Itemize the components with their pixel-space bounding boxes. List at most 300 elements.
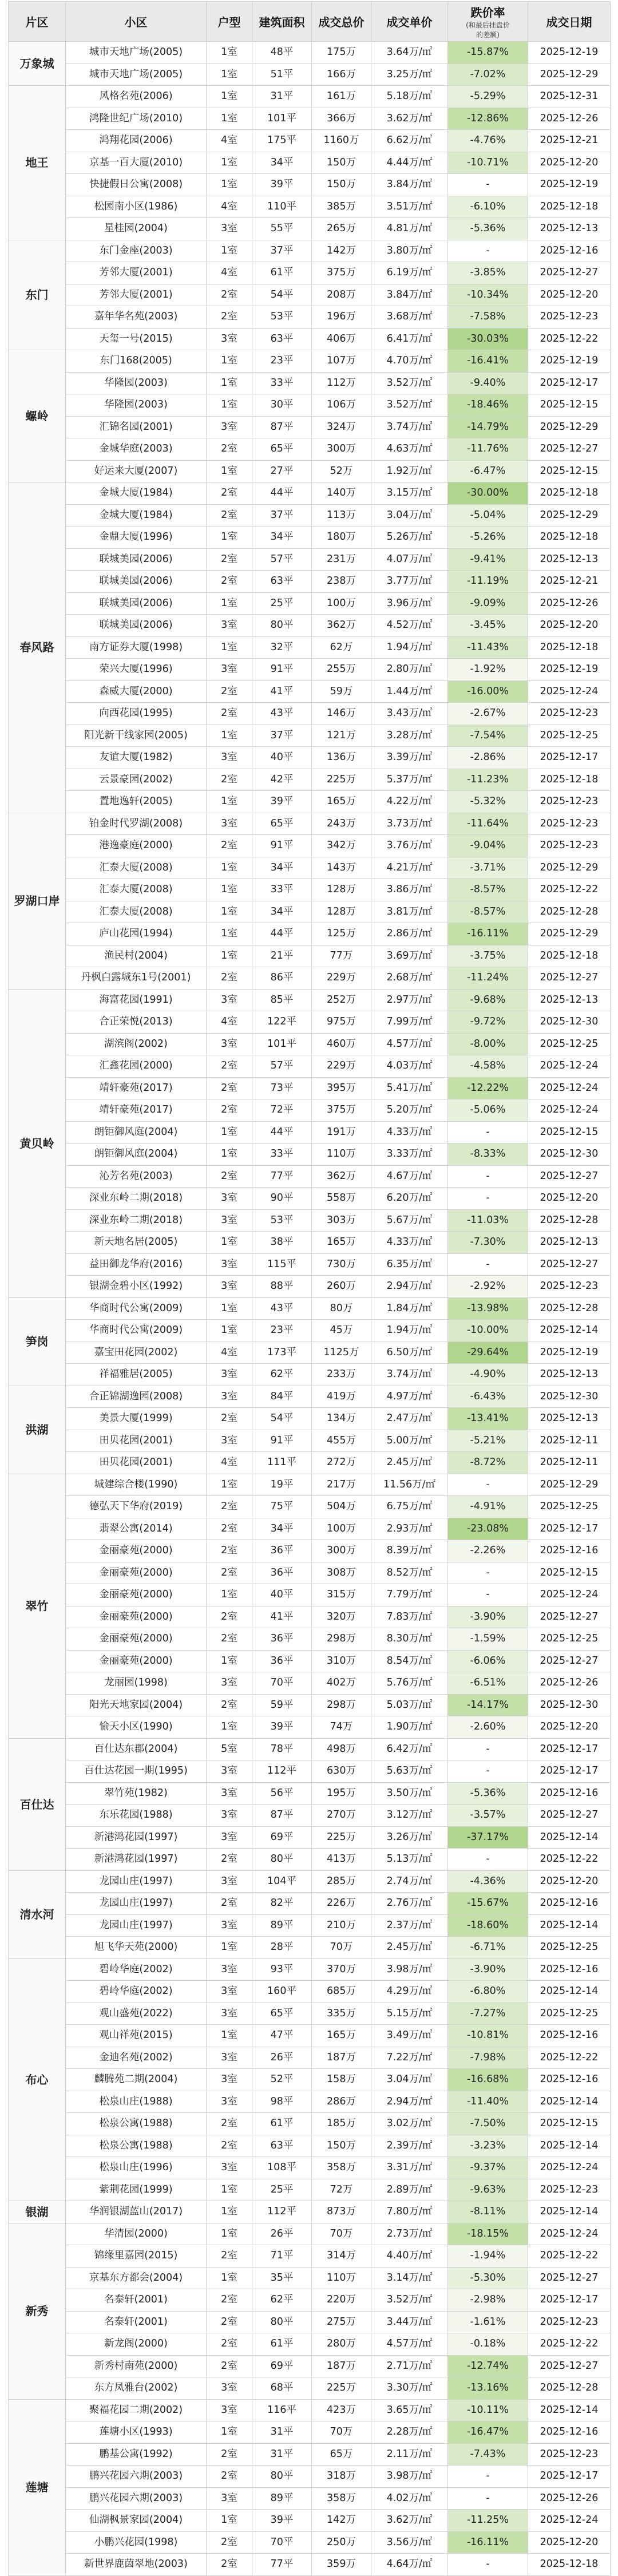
table-row	[9, 1320, 611, 1342]
table-row	[9, 1518, 611, 1540]
cell-price-drop-rate: -6.06%	[448, 1650, 528, 1672]
cell-area: 160平	[252, 1981, 312, 2003]
cell-price-drop-rate: -7.54%	[448, 725, 528, 747]
cell-district: 翠竹	[9, 1474, 66, 1738]
cell-price-drop-rate: -37.17%	[448, 1826, 528, 1849]
cell-community: 城市天地广场(2005)	[66, 64, 207, 86]
cell-deal-date: 2025-12-16	[528, 1540, 611, 1562]
header-rate-note-2: 的差额)	[476, 31, 500, 39]
cell-layout: 2室	[207, 1628, 252, 1651]
cell-area: 32平	[252, 636, 312, 659]
cell-community: 嘉宝田花园(2002)	[66, 1342, 207, 1364]
table-row	[9, 130, 611, 152]
cell-layout: 2室	[207, 2113, 252, 2135]
cell-deal-date: 2025-12-26	[528, 1672, 611, 1695]
cell-total-price: 100万	[312, 1518, 371, 1540]
cell-unit-price: 2.93万/㎡	[371, 1518, 448, 1540]
cell-community: 金城大厦(1984)	[66, 482, 207, 505]
cell-district: 清水河	[9, 1870, 66, 1958]
cell-total-price: 125万	[312, 923, 371, 945]
cell-community: 靖轩豪苑(2017)	[66, 1099, 207, 1122]
cell-area: 34平	[252, 1518, 312, 1540]
cell-area: 25平	[252, 2179, 312, 2201]
cell-unit-price: 4.33万/㎡	[371, 1232, 448, 1254]
cell-deal-date: 2025-12-14	[528, 1914, 611, 1937]
cell-total-price: 362万	[312, 1165, 371, 1188]
cell-unit-price: 3.73万/㎡	[371, 813, 448, 835]
cell-total-price: 229万	[312, 967, 371, 990]
cell-area: 89平	[252, 2487, 312, 2510]
cell-district: 螺岭	[9, 350, 66, 482]
cell-layout: 1室	[207, 350, 252, 373]
cell-area: 71平	[252, 2245, 312, 2268]
cell-unit-price: 3.80万/㎡	[371, 240, 448, 262]
cell-community: 京基一百大厦(2010)	[66, 152, 207, 174]
cell-unit-price: 5.41万/㎡	[371, 1077, 448, 1099]
cell-unit-price: 3.15万/㎡	[371, 482, 448, 505]
cell-layout: 3室	[207, 1209, 252, 1232]
cell-layout: 3室	[207, 1253, 252, 1276]
cell-deal-date: 2025-12-20	[528, 284, 611, 306]
cell-area: 91平	[252, 1430, 312, 1452]
cell-community: 庐山花园(1994)	[66, 923, 207, 945]
cell-price-drop-rate: -10.11%	[448, 2399, 528, 2421]
table-row	[9, 504, 611, 527]
cell-unit-price: 5.18万/㎡	[371, 86, 448, 108]
cell-area: 175平	[252, 130, 312, 152]
cell-total-price: 460万	[312, 1033, 371, 1055]
cell-community: 金丽豪苑(2000)	[66, 1650, 207, 1672]
cell-layout: 3室	[207, 1386, 252, 1408]
cell-unit-price: 8.39万/㎡	[371, 1540, 448, 1562]
table-row	[9, 2554, 611, 2576]
cell-deal-date: 2025-12-20	[528, 1870, 611, 1893]
cell-community: 紫荆花园(1999)	[66, 2179, 207, 2201]
cell-total-price: 406万	[312, 328, 371, 350]
cell-total-price: 175万	[312, 42, 371, 64]
table-row	[9, 1253, 611, 1276]
cell-total-price: 375万	[312, 262, 371, 284]
cell-price-drop-rate: -11.24%	[448, 967, 528, 990]
cell-layout: 2室	[207, 2531, 252, 2554]
cell-layout: 2室	[207, 284, 252, 306]
table-row	[9, 1297, 611, 1320]
cell-total-price: 385万	[312, 196, 371, 218]
table-row	[9, 769, 611, 791]
cell-price-drop-rate: -	[448, 240, 528, 262]
cell-layout: 3室	[207, 1364, 252, 1386]
cell-total-price: 165万	[312, 1232, 371, 1254]
cell-area: 115平	[252, 1253, 312, 1276]
cell-deal-date: 2025-12-19	[528, 1342, 611, 1364]
table-row	[9, 2443, 611, 2466]
cell-layout: 3室	[207, 1782, 252, 1805]
table-row	[9, 1121, 611, 1143]
cell-unit-price: 4.63万/㎡	[371, 438, 448, 461]
cell-layout: 3室	[207, 1188, 252, 1210]
cell-total-price: 70万	[312, 1937, 371, 1959]
cell-area: 39平	[252, 791, 312, 813]
cell-community: 靖轩豪苑(2017)	[66, 1077, 207, 1099]
cell-price-drop-rate: -5.32%	[448, 791, 528, 813]
table-row	[9, 1143, 611, 1166]
cell-community: 置地逸轩(2005)	[66, 791, 207, 813]
cell-area: 34平	[252, 527, 312, 549]
table-row	[9, 482, 611, 505]
cell-deal-date: 2025-12-25	[528, 1496, 611, 1518]
cell-area: 31平	[252, 2421, 312, 2444]
cell-area: 57平	[252, 1055, 312, 1078]
cell-unit-price: 7.83万/㎡	[371, 1606, 448, 1628]
cell-unit-price: 3.51万/㎡	[371, 196, 448, 218]
cell-total-price: 113万	[312, 504, 371, 527]
cell-price-drop-rate: -	[448, 2466, 528, 2488]
cell-layout: 3室	[207, 813, 252, 835]
cell-total-price: 70万	[312, 2223, 371, 2245]
cell-layout: 3室	[207, 2003, 252, 2025]
cell-area: 54平	[252, 284, 312, 306]
cell-unit-price: 3.62万/㎡	[371, 2510, 448, 2532]
cell-unit-price: 5.20万/㎡	[371, 1099, 448, 1122]
table-row	[9, 2179, 611, 2201]
cell-price-drop-rate: -4.91%	[448, 1496, 528, 1518]
cell-price-drop-rate: -10.34%	[448, 284, 528, 306]
table-row	[9, 857, 611, 879]
cell-layout: 3室	[207, 1826, 252, 1849]
cell-community: 阳光天地家园(2004)	[66, 1694, 207, 1716]
cell-layout: 1室	[207, 1584, 252, 1606]
cell-community: 金丽豪苑(2000)	[66, 1584, 207, 1606]
table-row	[9, 615, 611, 637]
cell-layout: 3室	[207, 2047, 252, 2069]
cell-deal-date: 2025-12-15	[528, 2113, 611, 2135]
cell-total-price: 134万	[312, 1408, 371, 1430]
cell-area: 34平	[252, 857, 312, 879]
cell-total-price: 630万	[312, 1760, 371, 1783]
cell-community: 锦缘里嘉园(2015)	[66, 2245, 207, 2268]
cell-total-price: 1125万	[312, 1342, 371, 1364]
cell-deal-date: 2025-12-17	[528, 747, 611, 769]
table-row	[9, 1826, 611, 1849]
cell-price-drop-rate: -10.81%	[448, 2025, 528, 2047]
cell-community: 翠竹苑(1982)	[66, 1782, 207, 1805]
cell-price-drop-rate: -11.43%	[448, 636, 528, 659]
cell-price-drop-rate: -	[448, 1253, 528, 1276]
cell-unit-price: 2.45万/㎡	[371, 1452, 448, 1474]
cell-price-drop-rate: -29.64%	[448, 1342, 528, 1364]
cell-area: 104平	[252, 1870, 312, 1893]
cell-total-price: 250万	[312, 2531, 371, 2554]
table-row	[9, 438, 611, 461]
header-layout: 户型	[207, 2, 252, 42]
cell-deal-date: 2025-12-20	[528, 1716, 611, 1739]
cell-total-price: 238万	[312, 571, 371, 593]
cell-price-drop-rate: -	[448, 1738, 528, 1760]
cell-layout: 2室	[207, 1408, 252, 1430]
cell-total-price: 375万	[312, 1099, 371, 1122]
table-row	[9, 1033, 611, 1055]
cell-price-drop-rate: -6.10%	[448, 196, 528, 218]
header-deal-date: 成交日期	[528, 2, 611, 42]
cell-district: 笋岗	[9, 1297, 66, 1386]
cell-total-price: 342万	[312, 835, 371, 857]
header-total-price: 成交总价	[312, 2, 371, 42]
table-row	[9, 1849, 611, 1871]
cell-unit-price: 2.28万/㎡	[371, 2421, 448, 2444]
cell-unit-price: 3.86万/㎡	[371, 879, 448, 901]
cell-unit-price: 8.52万/㎡	[371, 1562, 448, 1584]
cell-layout: 1室	[207, 1474, 252, 1496]
cell-total-price: 455万	[312, 1430, 371, 1452]
cell-deal-date: 2025-12-13	[528, 218, 611, 240]
cell-price-drop-rate: -11.25%	[448, 2510, 528, 2532]
cell-price-drop-rate: -2.67%	[448, 703, 528, 725]
cell-layout: 2室	[207, 482, 252, 505]
cell-community: 东方凤雅台(2002)	[66, 2377, 207, 2400]
cell-community: 金丽豪苑(2000)	[66, 1540, 207, 1562]
cell-layout: 1室	[207, 372, 252, 394]
cell-total-price: 366万	[312, 108, 371, 130]
cell-unit-price: 8.30万/㎡	[371, 1628, 448, 1651]
cell-deal-date: 2025-12-19	[528, 174, 611, 196]
cell-district: 银湖	[9, 2201, 66, 2223]
cell-price-drop-rate: -16.47%	[448, 2421, 528, 2444]
cell-layout: 2室	[207, 2355, 252, 2377]
cell-area: 101平	[252, 108, 312, 130]
cell-area: 108平	[252, 2157, 312, 2179]
cell-layout: 2室	[207, 2289, 252, 2312]
cell-community: 朗钜御风庭(2004)	[66, 1143, 207, 1166]
cell-price-drop-rate: -23.08%	[448, 1518, 528, 1540]
cell-deal-date: 2025-12-27	[528, 1805, 611, 1827]
table-row	[9, 2510, 611, 2532]
cell-layout: 2室	[207, 504, 252, 527]
cell-area: 51平	[252, 64, 312, 86]
cell-community: 合正荣悦(2013)	[66, 1011, 207, 1034]
cell-community: 翡翠公寓(2014)	[66, 1518, 207, 1540]
cell-area: 116平	[252, 2399, 312, 2421]
cell-total-price: 74万	[312, 1716, 371, 1739]
cell-price-drop-rate: -18.15%	[448, 2223, 528, 2245]
table-row	[9, 1188, 611, 1210]
cell-price-drop-rate: -4.76%	[448, 130, 528, 152]
cell-community: 鹏兴花园六期(2003)	[66, 2466, 207, 2488]
cell-deal-date: 2025-12-19	[528, 350, 611, 373]
cell-community: 金丽豪苑(2000)	[66, 1606, 207, 1628]
cell-unit-price: 1.92万/㎡	[371, 460, 448, 482]
cell-price-drop-rate: -5.29%	[448, 86, 528, 108]
cell-deal-date: 2025-12-23	[528, 306, 611, 329]
cell-deal-date: 2025-12-27	[528, 1253, 611, 1276]
cell-area: 41平	[252, 1606, 312, 1628]
cell-deal-date: 2025-12-30	[528, 1011, 611, 1034]
cell-community: 深业东岭二期(2018)	[66, 1188, 207, 1210]
cell-deal-date: 2025-12-25	[528, 1628, 611, 1651]
cell-deal-date: 2025-12-15	[528, 460, 611, 482]
cell-community: 碧岭华庭(2002)	[66, 1958, 207, 1981]
cell-total-price: 217万	[312, 1474, 371, 1496]
table-row	[9, 1055, 611, 1078]
cell-community: 观山盛苑(2022)	[66, 2003, 207, 2025]
cell-area: 75平	[252, 1496, 312, 1518]
cell-deal-date: 2025-12-11	[528, 1430, 611, 1452]
cell-deal-date: 2025-12-26	[528, 2487, 611, 2510]
cell-layout: 2室	[207, 2135, 252, 2157]
cell-community: 百仕达花园一期(1995)	[66, 1760, 207, 1783]
table-row	[9, 725, 611, 747]
cell-unit-price: 6.50万/㎡	[371, 1342, 448, 1364]
cell-area: 25平	[252, 592, 312, 615]
cell-unit-price: 1.84万/㎡	[371, 1297, 448, 1320]
cell-deal-date: 2025-12-20	[528, 2531, 611, 2554]
cell-community: 田贝花园(2001)	[66, 1452, 207, 1474]
cell-deal-date: 2025-12-30	[528, 1694, 611, 1716]
cell-deal-date: 2025-12-22	[528, 879, 611, 901]
cell-community: 松泉公寓(1988)	[66, 2135, 207, 2157]
cell-area: 112平	[252, 1760, 312, 1783]
cell-deal-date: 2025-12-24	[528, 2223, 611, 2245]
cell-unit-price: 2.11万/㎡	[371, 2443, 448, 2466]
cell-area: 34平	[252, 901, 312, 923]
cell-deal-date: 2025-12-24	[528, 2510, 611, 2532]
cell-price-drop-rate: -7.02%	[448, 64, 528, 86]
cell-total-price: 314万	[312, 2245, 371, 2268]
table-row	[9, 284, 611, 306]
cell-unit-price: 4.40万/㎡	[371, 2245, 448, 2268]
cell-community: 森威大厦(2000)	[66, 680, 207, 703]
cell-area: 39平	[252, 174, 312, 196]
cell-deal-date: 2025-12-17	[528, 2289, 611, 2312]
cell-price-drop-rate: -12.86%	[448, 108, 528, 130]
cell-community: 快捷假日公寓(2008)	[66, 174, 207, 196]
cell-deal-date: 2025-12-26	[528, 108, 611, 130]
cell-area: 69平	[252, 2355, 312, 2377]
cell-area: 33平	[252, 372, 312, 394]
cell-unit-price: 7.99万/㎡	[371, 1011, 448, 1034]
table-row	[9, 174, 611, 196]
cell-total-price: 77万	[312, 945, 371, 967]
cell-total-price: 318万	[312, 2466, 371, 2488]
cell-area: 55平	[252, 218, 312, 240]
table-row	[9, 1937, 611, 1959]
table-row	[9, 2333, 611, 2356]
cell-price-drop-rate: -30.00%	[448, 482, 528, 505]
table-row	[9, 1430, 611, 1452]
cell-unit-price: 6.35万/㎡	[371, 1253, 448, 1276]
cell-unit-price: 4.07万/㎡	[371, 548, 448, 571]
cell-area: 33平	[252, 1143, 312, 1166]
cell-area: 77平	[252, 2554, 312, 2576]
cell-area: 77平	[252, 1165, 312, 1188]
cell-community: 金城大厦(1984)	[66, 504, 207, 527]
cell-area: 53平	[252, 1209, 312, 1232]
cell-community: 金丽豪苑(2000)	[66, 1628, 207, 1651]
cell-area: 47平	[252, 2025, 312, 2047]
table-row	[9, 2421, 611, 2444]
cell-layout: 1室	[207, 2025, 252, 2047]
table-row	[9, 1562, 611, 1584]
cell-community: 联城美园(2006)	[66, 548, 207, 571]
cell-total-price: 1160万	[312, 130, 371, 152]
cell-deal-date: 2025-12-22	[528, 2047, 611, 2069]
table-row	[9, 548, 611, 571]
cell-total-price: 150万	[312, 152, 371, 174]
cell-total-price: 226万	[312, 1893, 371, 1915]
cell-layout: 1室	[207, 174, 252, 196]
cell-unit-price: 4.44万/㎡	[371, 152, 448, 174]
cell-community: 金丽豪苑(2000)	[66, 1562, 207, 1584]
cell-unit-price: 3.52万/㎡	[371, 394, 448, 417]
cell-unit-price: 2.68万/㎡	[371, 967, 448, 990]
cell-price-drop-rate: -5.36%	[448, 1782, 528, 1805]
cell-price-drop-rate: -3.85%	[448, 262, 528, 284]
cell-price-drop-rate: -5.36%	[448, 218, 528, 240]
cell-community: 龙园山庄(1997)	[66, 1914, 207, 1937]
cell-total-price: 110万	[312, 1143, 371, 1166]
cell-deal-date: 2025-12-14	[528, 2201, 611, 2223]
cell-total-price: 187万	[312, 2047, 371, 2069]
cell-total-price: 685万	[312, 1981, 371, 2003]
table-row	[9, 416, 611, 438]
cell-price-drop-rate: -7.43%	[448, 2443, 528, 2466]
cell-price-drop-rate: -7.98%	[448, 2047, 528, 2069]
cell-unit-price: 3.52万/㎡	[371, 2289, 448, 2312]
cell-deal-date: 2025-12-29	[528, 64, 611, 86]
cell-price-drop-rate: -16.41%	[448, 350, 528, 373]
table-row	[9, 1408, 611, 1430]
cell-district: 黄贝岭	[9, 989, 66, 1297]
cell-community: 麟腾苑二期(2004)	[66, 2069, 207, 2091]
cell-unit-price: 3.74万/㎡	[371, 1364, 448, 1386]
cell-price-drop-rate: -10.71%	[448, 152, 528, 174]
cell-unit-price: 3.04万/㎡	[371, 2069, 448, 2091]
cell-deal-date: 2025-12-27	[528, 438, 611, 461]
table-row	[9, 2047, 611, 2069]
cell-community: 星桂园(2004)	[66, 218, 207, 240]
cell-total-price: 402万	[312, 1672, 371, 1695]
cell-layout: 1室	[207, 86, 252, 108]
cell-community: 聚福花园二期(2002)	[66, 2399, 207, 2421]
cell-deal-date: 2025-12-19	[528, 659, 611, 681]
cell-layout: 3室	[207, 1914, 252, 1937]
cell-total-price: 260万	[312, 1276, 371, 1298]
cell-deal-date: 2025-12-25	[528, 1033, 611, 1055]
cell-total-price: 358万	[312, 2487, 371, 2510]
cell-area: 36平	[252, 1650, 312, 1672]
cell-district: 莲塘	[9, 2399, 66, 2575]
cell-total-price: 255万	[312, 659, 371, 681]
cell-community: 联城美园(2006)	[66, 592, 207, 615]
cell-deal-date: 2025-12-16	[528, 2025, 611, 2047]
cell-price-drop-rate: -2.86%	[448, 747, 528, 769]
cell-unit-price: 4.57万/㎡	[371, 1033, 448, 1055]
table-row	[9, 2157, 611, 2179]
cell-deal-date: 2025-12-24	[528, 2157, 611, 2179]
cell-community: 城建综合楼(1990)	[66, 1474, 207, 1496]
table-row	[9, 1232, 611, 1254]
cell-area: 31平	[252, 2443, 312, 2466]
cell-total-price: 128万	[312, 879, 371, 901]
cell-community: 龙园山庄(1997)	[66, 1893, 207, 1915]
cell-layout: 2室	[207, 2311, 252, 2333]
table-row	[9, 967, 611, 990]
cell-community: 华隆园(2003)	[66, 372, 207, 394]
cell-price-drop-rate: -2.26%	[448, 1540, 528, 1562]
cell-unit-price: 3.04万/㎡	[371, 504, 448, 527]
table-row	[9, 1452, 611, 1474]
cell-layout: 1室	[207, 1121, 252, 1143]
cell-total-price: 308万	[312, 1562, 371, 1584]
